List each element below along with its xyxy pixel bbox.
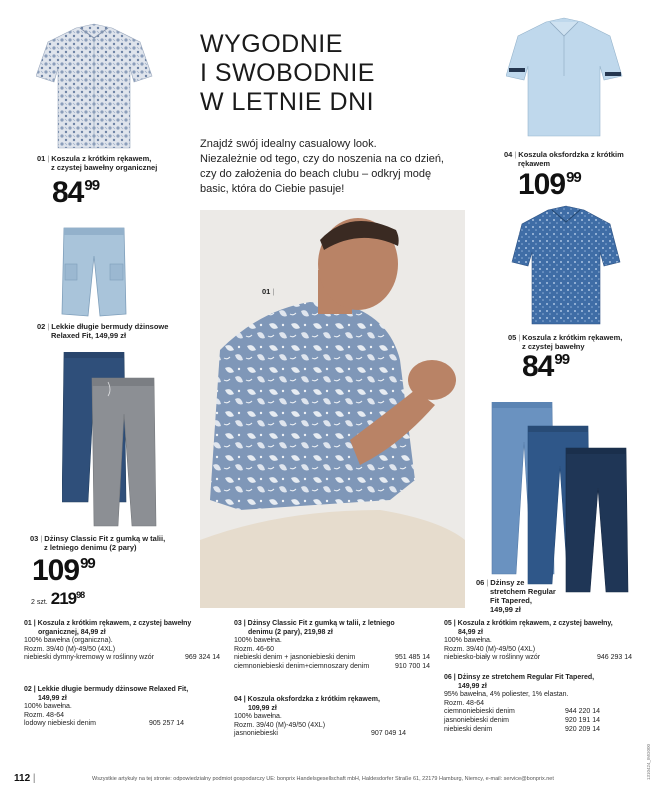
oxford-shirt-image bbox=[506, 16, 624, 144]
product-label-03: 03 | Dżinsy Classic Fit z gumką w talii, z letniego denimu (2 pary) bbox=[30, 534, 166, 552]
legal-footer: Wszystkie artykuły na tej stronie: odpowiedzialny podmiot gospodarczy UE: bonprix Handelsgesellschaft mbH, Haldesdorfer Straße 61, 22179 Hamburg, Niemcy, e-mail: service@bonprix.net bbox=[92, 776, 554, 782]
detail-02: 02 | Lekkie długie bermudy dżinsowe Relaxed Fit, 149,99 zł 100% bawełna. Rozm. 48-64 lodowy niebieski denim 905 257 14 bbox=[24, 686, 189, 728]
detail-04: 04 | Koszula oksfordzka z krótkim rękawem, 109,99 zł 100% bawełna. Rozm. 39/40 (M)-49/50 (4XL) jasnoniebieski 907 049 14 bbox=[234, 696, 406, 738]
headline bbox=[200, 30, 375, 117]
headline-line-2: I SWOBODNIE bbox=[200, 59, 375, 87]
detail-03: 03 | Dżinsy Classic Fit z gumką w talii, z letniego denimu (2 pary), 219,98 zł 100% bawełna. Rozm. 46-60 niebieski denim + jasnoniebieski denim 951 485 14 ciemnoniebieski denim+ciemnoszary denim 910 700 14 bbox=[234, 620, 430, 670]
detail-01: 01 | Koszula z krótkim rękawem, z czystej bawełny organicznej, 84,99 zł 100% bawełna (organiczna). Rozm. 39/40 (M)-49/50 (4XL) niebieski dymny-kremowy w roślinny wzór 969 324 14 bbox=[24, 620, 220, 662]
bermuda-shorts-image bbox=[60, 226, 128, 318]
price-01: 8499 bbox=[52, 176, 100, 209]
product-label-01: 01 | Koszula z krótkim rękawem, z czystej bawełny organicznej bbox=[37, 154, 158, 172]
price-03-two-pack: 2 szt. $219^{98}$ bbox=[31, 589, 85, 608]
intro-text: Znajdź swój idealny casualowy look. Niezależnie od tego, czy do noszenia na co dzień, czy do założenia do beach clubu – odkryj modę basic, która do Ciebie pasuje! bbox=[200, 138, 444, 195]
blue-shirt-image bbox=[510, 204, 622, 328]
price-03: 10999 bbox=[32, 554, 95, 587]
stretch-jeans-image bbox=[490, 402, 632, 594]
detail-05: 05 | Koszula z krótkim rękawem, z czystej bawełny, 84,99 zł 100% bawełna. Rozm. 39/40 (M)-49/50 (4XL) niebiesko-biały w roślinny wzór 946 293 14 bbox=[444, 620, 632, 662]
product-label-06: 06 | Dżinsy ze stretchem Regular Fit Tapered, 149,99 zł bbox=[476, 578, 556, 614]
shirt-01-image bbox=[36, 22, 154, 150]
price-04: 10999 bbox=[518, 168, 581, 201]
headline-line-1: WYGODNIE bbox=[200, 30, 343, 58]
product-label-04: 04 | Koszula oksfordzka z krótkim rękawem bbox=[504, 150, 624, 168]
model-photo bbox=[200, 210, 465, 608]
model-label: 01 | bbox=[262, 287, 275, 296]
side-code: 1310424_IMG000 bbox=[646, 743, 651, 780]
headline-line-3: W LETNIE DNI bbox=[200, 88, 375, 116]
product-label-05: 05 | Koszula z krótkim rękawem, z czystej bawełny bbox=[508, 333, 623, 351]
page-number: 112 | bbox=[14, 773, 36, 784]
two-pack-prefix: 2 szt. bbox=[31, 599, 48, 606]
product-label-02: 02 | Lekkie długie bermudy dżinsowe Relaxed Fit, 149,99 zł bbox=[37, 322, 169, 340]
jeans-2-pack-image bbox=[62, 352, 158, 528]
detail-06: 06 | Dżinsy ze stretchem Regular Fit Tapered, 149,99 zł 95% bawełna, 4% poliester, 1% elastan. Rozm. 48-64 ciemnoniebieski denim 944 220 14 jasnoniebieski denim 920 191 14 niebieski denim 920 209 14 bbox=[444, 674, 600, 733]
price-05: 8499 bbox=[522, 350, 570, 383]
